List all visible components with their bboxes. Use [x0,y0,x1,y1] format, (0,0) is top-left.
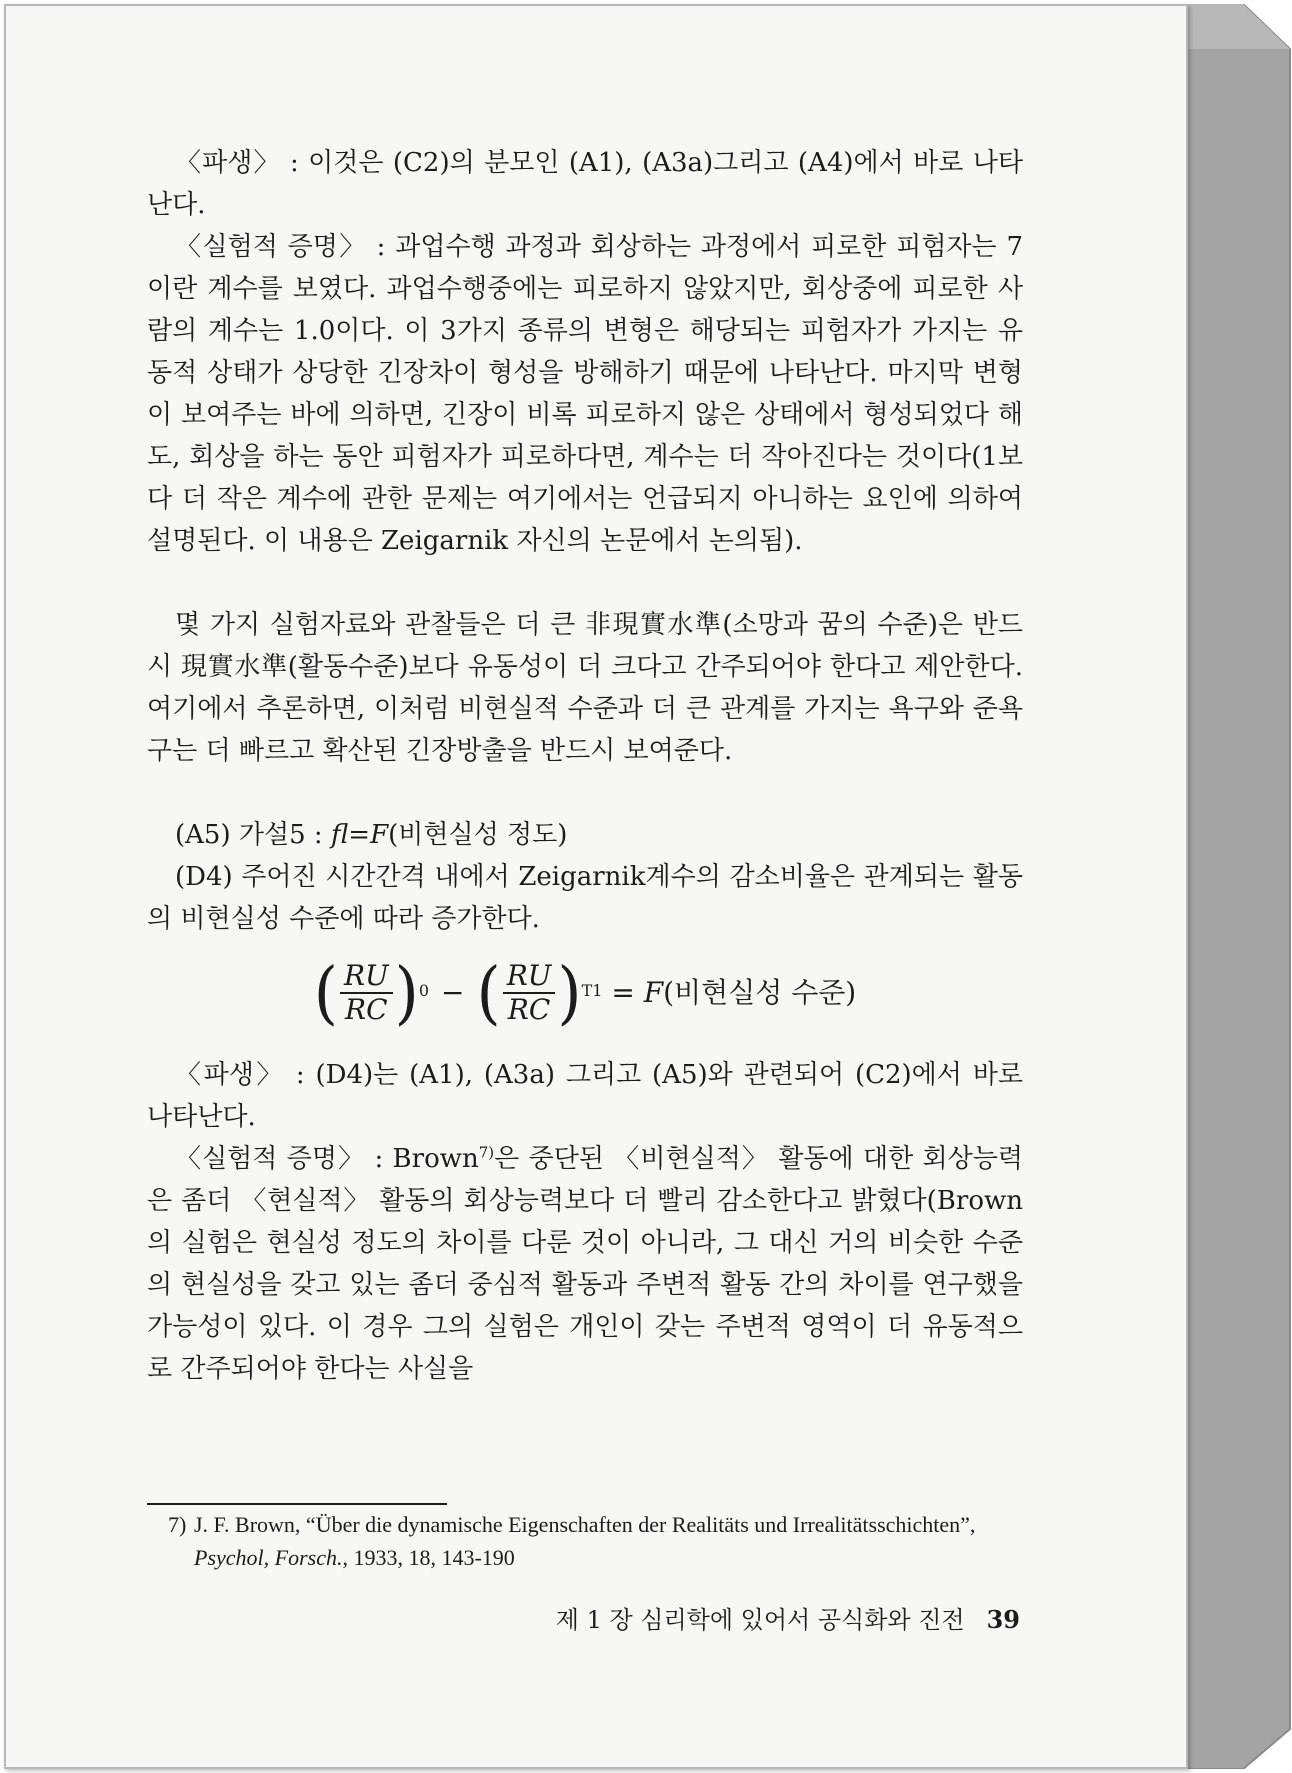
hypothesis-rest: (비현실성 정도) [388,820,568,850]
page-body [147,142,1023,1390]
derivation-paragraph-2: 〈파생〉 : (D4)는 (A1), (A3a) 그리고 (A5)와 관련되어 (C2)에서 바로 나타난다. [147,1060,1023,1132]
page-footer [480,1600,1020,1635]
footnote-details: , 1933, 18, 143-190 [342,1545,515,1570]
footnote-number: 7) [168,1512,187,1537]
fraction-numerator: RU [503,960,556,994]
superscript-t1: T1 [581,981,603,1000]
footnote-reference: 7) [478,1143,495,1162]
function-f: F [643,976,664,1009]
book-edge [1185,4,1292,1769]
derivation-paragraph-1: 〈파생〉 : 이것은 (C2)의 분모인 (A1), (A3a)그리고 (A4)에서 바로 나타난다. [147,148,1023,220]
hypothesis-formula: fl=F [330,820,389,850]
hypothesis-a5 [147,814,1023,856]
superscript-0: 0 [418,981,430,1000]
footnote-text: J. F. Brown, “Über die dynamische Eigenschaften der Realitäts und Irrealitätsschichten”, [194,1512,976,1537]
fraction-numerator: RU [340,960,393,994]
irreality-paragraph: 몇 가지 실험자료와 관찰들은 더 큰 非現實水準(소망과 꿈의 수준)은 반드시 現實水準(활동수준)보다 유동성이 더 크다고 간주되어야 한다고 제안한다. 여기에서 추론하면, 이처럼 비현실적 수준과 더 큰 관계를 가지는 욕구와 준욕구는 더 빠르고 확산된 긴장방출을 반드시 보여준다. [147,610,1023,766]
derivation-d4: (D4) 주어진 시간간격 내에서 Zeigarnik계수의 감소비율은 관계되는 활동의 비현실성 수준에 따라 증가한다. [147,862,1023,934]
formula-rhs: (비현실성 수준) [663,976,857,1009]
hypothesis-label: (A5) 가설5 : [175,820,331,850]
fraction-denominator: RC [345,993,388,1026]
evidence-paragraph-1: 〈실험적 증명〉 : 과업수행 과정과 회상하는 과정에서 피로한 피험자는 7이란 계수를 보였다. 과업수행중에는 피로하지 않았지만, 회상중에 피로한 사람의 계수는 1.0이다. 이 3가지 종류의 변형은 해당되는 피험자가 가지는 유동적 상태가 상당한 긴장차이 형성을 방해하기 때문에 나타난다. 마지막 변형이 보여주는 바에 의하면, 긴장이 비록 피로하지 않은 상태에서 형성되었다 해도, 회상을 하는 동안 피험자가 피로하다면, 계수는 더 작아진다는 것이다(1보다 더 작은 계수에 관한 문제는 여기에서는 언급되지 아니하는 요인에 의하여 설명된다. 이 내용은 Zeigarnik 자신의 논문에서 논의됨). [147,232,1023,556]
footnote-journal: Psychol, Forsch. [194,1545,343,1570]
minus-sign: − [441,976,465,1009]
page-number: 39 [986,1605,1020,1634]
footnote [168,1508,1040,1574]
footnote-divider [147,1503,447,1505]
zeigarnik-formula: ( $\frac{RU}{RC}$ ) 0 − ( $\frac{RU}{RC}$ ) T1 = F(비현실성 수준) [313,952,857,1033]
evidence-paragraph-2: 〈실험적 증명〉 : Brown$^{7)}$은 중단된 〈비현실적〉 활동에 대한 회상능력은 좀더 〈현실적〉 활동의 회상능력보다 더 빨리 감소한다고 밝혔다(Brown의 실험은 현실성 정도의 차이를 다룬 것이 아니라, 그 대신 거의 비슷한 수준의 현실성을 갖고 있는 좀더 중심적 활동과 주변적 활동 간의 차이를 연구했을 가능성이 있다. 이 경우 그의 실험은 개인이 갖는 주변적 영역이 더 유동적으로 간주되어야 한다는 사실을 [147,1143,1024,1384]
fraction-denominator: RC [507,993,551,1026]
running-footer-chapter: 제 1 장 심리학에 있어서 공식화와 진전 [555,1606,965,1634]
